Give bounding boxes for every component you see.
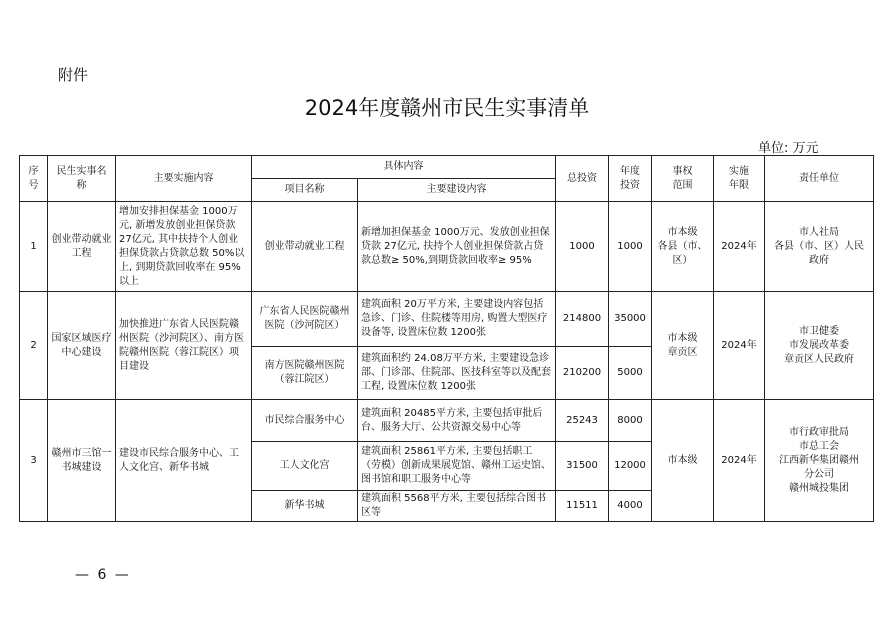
row-seq: 3	[20, 400, 48, 522]
item-annual-investment: 12000	[609, 442, 652, 491]
row-authority	[652, 202, 714, 292]
responsible-line: 章贡区人民政府	[784, 353, 854, 365]
row-seq: 1	[20, 202, 48, 292]
item-content: 新增加担保基金 1000万元、发放创业担保贷款 27亿元, 扶持个人创业担保贷款占贷款总数≥ 50%,到期贷款回收率≥ 95%	[358, 202, 556, 292]
authority-line: 各县（市、	[657, 240, 708, 252]
header-authority-line: 事权	[672, 165, 693, 177]
document-title: 2024年度赣州市民生实事清单	[304, 96, 590, 120]
row-measures: 加快推进广东省人民医院赣州医院（沙河院区）、南方医院赣州医院（蓉江院区）项目建设	[116, 292, 252, 400]
item-annual-investment: 4000	[609, 491, 652, 522]
row-seq: 2	[20, 292, 48, 400]
header-build-content: 主要建设内容	[358, 179, 556, 202]
header-annual-investment	[609, 156, 652, 202]
responsible-line: 市卫健委	[799, 325, 839, 337]
header-project	[48, 156, 116, 202]
header-seq-line: 序	[28, 165, 39, 177]
table-row	[20, 400, 874, 442]
header-total-investment: 总投资	[556, 156, 609, 202]
row-project: 创业带动就业工程	[48, 202, 116, 292]
item-content: 建筑面积 20485平方米, 主要包括审批后台、服务大厅、公共资源交易中心等	[358, 400, 556, 442]
table-row	[20, 202, 874, 292]
item-name: 市民综合服务中心	[252, 400, 358, 442]
attachment-label: 附件	[58, 66, 89, 84]
header-details: 具体内容	[252, 156, 556, 179]
authority-line: 市本级	[667, 226, 698, 238]
row-project: 国家区域医疗中心建设	[48, 292, 116, 400]
authority-line: 章贡区	[667, 346, 698, 358]
item-name: 新华书城	[252, 491, 358, 522]
row-authority	[652, 400, 714, 522]
item-total-investment: 31500	[556, 442, 609, 491]
authority-line: 区）	[672, 254, 693, 266]
authority-line: 市本级	[667, 454, 698, 466]
item-content: 建筑面积 5568平方米, 主要包括综合图书区等	[358, 491, 556, 522]
row-measures: 建设市民综合服务中心、工人文化宫、新华书城	[116, 400, 252, 522]
page-number: — 6 —	[75, 567, 131, 583]
header-project-line: 民生实事名	[56, 165, 107, 177]
header-term-line: 实施	[729, 165, 749, 177]
row-term: 2024年	[714, 400, 765, 522]
row-responsible	[765, 202, 874, 292]
header-measures: 主要实施内容	[116, 156, 252, 202]
item-total-investment: 1000	[556, 202, 609, 292]
responsible-line: 赣州城投集团	[789, 482, 849, 494]
header-term	[714, 156, 765, 202]
item-annual-investment: 5000	[609, 347, 652, 400]
table-row	[20, 292, 874, 347]
item-name: 工人文化宫	[252, 442, 358, 491]
livelihood-projects-table	[19, 155, 874, 522]
item-total-investment: 210200	[556, 347, 609, 400]
responsible-line: 各县（市、区）人民	[774, 240, 864, 252]
header-seq-line: 号	[28, 179, 39, 191]
header-annual-line: 年度	[620, 165, 640, 177]
responsible-line: 市行政审批局	[789, 426, 849, 438]
row-term: 2024年	[714, 292, 765, 400]
row-responsible	[765, 292, 874, 400]
header-item-name: 项目名称	[252, 179, 358, 202]
item-content: 建筑面积 20万平方米, 主要建设内容包括急诊、门诊、住院楼等用房, 购置大型医疗设备等, 设置床位数 1200张	[358, 292, 556, 347]
header-annual-line: 投资	[620, 179, 640, 191]
item-annual-investment: 35000	[609, 292, 652, 347]
header-term-line: 年限	[729, 179, 749, 191]
row-project: 赣州市三馆一书城建设	[48, 400, 116, 522]
header-seq	[20, 156, 48, 202]
item-name: 南方医院赣州医院（蓉江院区）	[252, 347, 358, 400]
item-total-investment: 11511	[556, 491, 609, 522]
row-responsible	[765, 400, 874, 522]
responsible-line: 市发展改革委	[789, 339, 849, 351]
row-term: 2024年	[714, 202, 765, 292]
header-authority	[652, 156, 714, 202]
header-responsible: 责任单位	[765, 156, 874, 202]
item-name: 广东省人民医院赣州医院（沙河院区）	[252, 292, 358, 347]
responsible-line: 政府	[809, 254, 829, 266]
item-total-investment: 25243	[556, 400, 609, 442]
unit-label: 单位: 万元	[758, 141, 819, 156]
responsible-line: 市总工会	[799, 440, 839, 452]
row-authority	[652, 292, 714, 400]
header-row-1	[20, 156, 874, 179]
item-content: 建筑面积约 24.08万平方米, 主要建设急诊部、门诊部、住院部、医技科室等以及配套工程, 设置床位数 1200张	[358, 347, 556, 400]
responsible-line: 江西新华集团赣州	[779, 454, 859, 466]
item-annual-investment: 8000	[609, 400, 652, 442]
item-content: 建筑面积 25861平方米, 主要包括职工（劳模）创新成果展览馆、赣州工运史馆、图书馆和职工服务中心等	[358, 442, 556, 491]
item-annual-investment: 1000	[609, 202, 652, 292]
header-project-line: 称	[76, 179, 87, 191]
row-measures: 增加安排担保基金 1000万元, 新增发放创业担保贷款 27亿元, 其中扶持个人创业担保贷款占贷款总数 50%以上, 到期贷款回收率在 95%以上	[116, 202, 252, 292]
authority-line: 市本级	[667, 332, 698, 344]
item-total-investment: 214800	[556, 292, 609, 347]
header-authority-line: 范围	[672, 179, 693, 191]
item-name: 创业带动就业工程	[252, 202, 358, 292]
responsible-line: 分公司	[804, 468, 834, 480]
responsible-line: 市人社局	[799, 226, 839, 238]
